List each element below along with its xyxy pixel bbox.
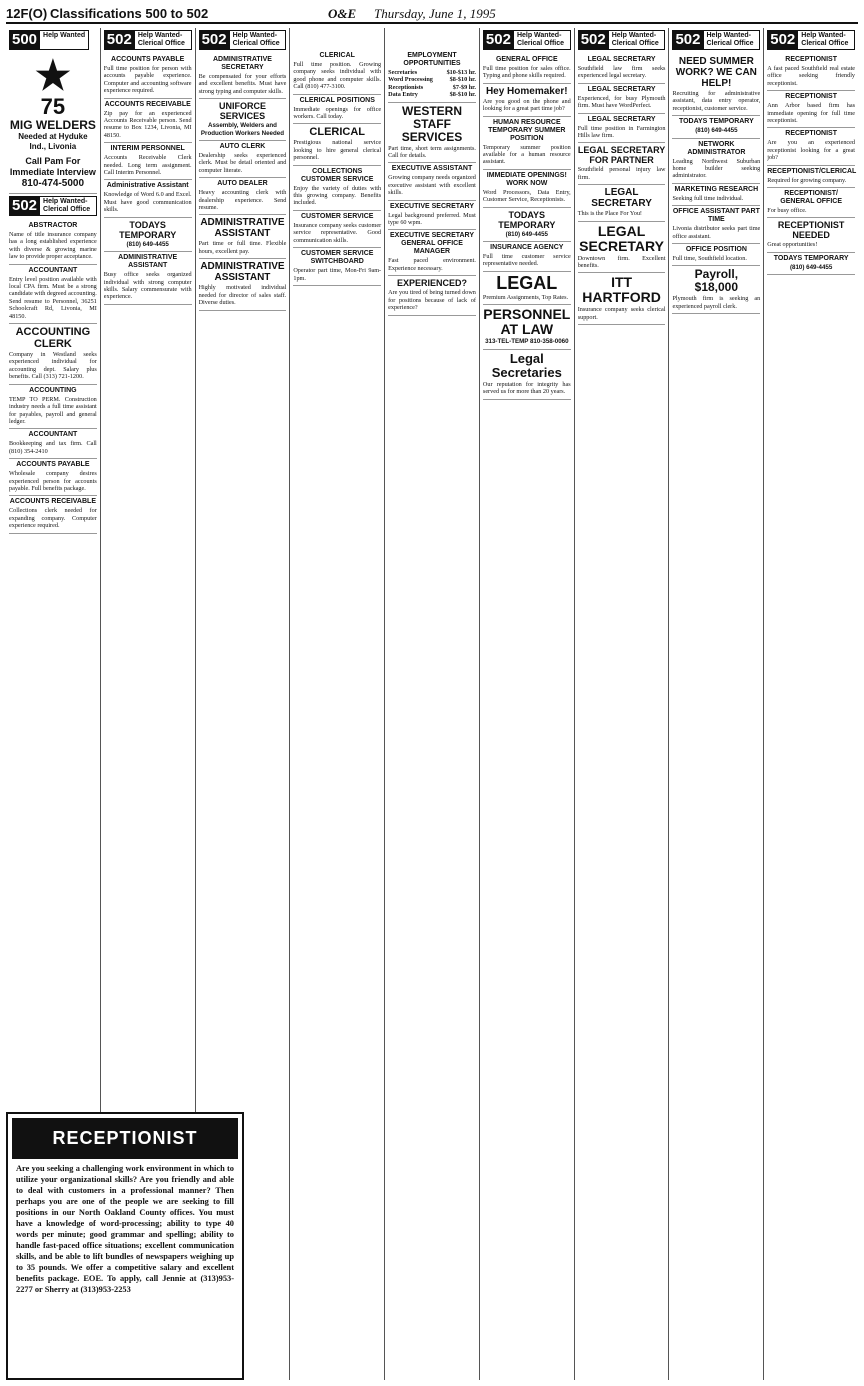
- ad: ACCOUNTANT Bookkeeping and tax firm. Call (810) 354-2410: [9, 429, 97, 459]
- ad: LEGAL SECRETARY FOR PARTNER Southfield personal injury law firm.: [578, 143, 666, 185]
- rate-row: Receptionists $7-$9 hr.: [388, 83, 476, 91]
- ad: NEED SUMMER WORK? WE CAN HELP! Recruiting for administrative assistant, data entry operator, receptionist, customer service.: [672, 54, 760, 116]
- ad: LEGAL SECRETARY Southfield law firm seeks experienced legal secretary.: [578, 54, 666, 84]
- ad: RECEPTIONIST Ann Arbor based firm has immediate opening for full time receptionist.: [767, 91, 855, 128]
- ad: Hey Homemaker! Are you good on the phone and looking for a great part time job?: [483, 84, 571, 117]
- ad: NETWORK ADMINISTRATOR Leading Northwest Suburban home builder seeking administrator.: [672, 139, 760, 184]
- header-rule: [6, 22, 858, 24]
- issue-date: Thursday, June 1, 1995: [374, 6, 496, 21]
- ad: LEGAL Premium Assignments, Top Rates.: [483, 272, 571, 305]
- rate-row: Data Entry $8-$10 hr.: [388, 91, 476, 99]
- column-9: [764, 28, 858, 1380]
- ad: INTERIM PERSONNEL Accounts Receivable Clerk needed. Long term assignment. Call Interim Personnel.: [104, 143, 192, 180]
- ad: LEGAL SECRETARY Downtown firm. Excellent benefits.: [578, 222, 666, 274]
- column-5: [385, 28, 480, 1380]
- section-header: 502 Help Wanted-Clerical Office: [578, 30, 666, 50]
- ad: AUTO DEALER Heavy accounting clerk with dealership experience. Send resume.: [199, 178, 287, 215]
- ad: CUSTOMER SERVICE SWITCHBOARD Operator part time, Mon-Fri 9am-1pm.: [293, 248, 381, 286]
- ad: RECEPTIONIST A fast paced Southfield real estate office seeking friendly receptionist.: [767, 54, 855, 91]
- section-header: 502 Help Wanted-Clerical Office: [767, 30, 855, 50]
- ad: EXECUTIVE SECRETARY Legal background preferred. Must type 60 wpm.: [388, 201, 476, 231]
- ad: ACCOUNTS PAYABLE Wholesale company desires experienced person for accounts payable. Full benefits package.: [9, 459, 97, 496]
- ad: RECEPTIONIST NEEDED Great opportunities!: [767, 218, 855, 252]
- ad: ACCOUNTS RECEIVABLE Collections clerk needed for expanding company. Computer experience required.: [9, 496, 97, 533]
- page-number: 12F(O): [6, 6, 48, 21]
- ad: UNIFORCE SERVICES Assembly, Welders and Production Workers Needed: [199, 99, 287, 141]
- ad: TODAYS TEMPORARY (810) 649-4455: [767, 253, 855, 275]
- ad: AUTO CLERK Dealership seeks experienced clerk. Must be detail oriented and computer literate.: [199, 141, 287, 178]
- ad: OFFICE POSITION Full time, Southfield location.: [672, 244, 760, 266]
- ad: Legal Secretaries Our reputation for integrity has served us for more than 20 years.: [483, 350, 571, 400]
- section-header: 502 Help Wanted-Clerical Office: [9, 196, 97, 216]
- ad: ADMINISTRATIVE ASSISTANT Part time or full time. Flexible hours, excellent pay.: [199, 215, 287, 259]
- column-7: [575, 28, 670, 1380]
- ad: EXECUTIVE SECRETARY GENERAL OFFICE MANAGER Fast paced environment. Experience necessary.: [388, 230, 476, 276]
- section-range: Classifications 500 to 502: [50, 6, 209, 21]
- ad: COLLECTIONS CUSTOMER SERVICE Enjoy the variety of duties with this growing company. Benefits included.: [293, 166, 381, 211]
- ad: LEGAL SECRETARY Experienced, for busy Plymouth firm. Must have WordPerfect.: [578, 84, 666, 114]
- ad: ACCOUNTING TEMP TO PERM. Construction industry needs a full time assistant for payables, payroll and general ledger.: [9, 385, 97, 430]
- ad: TODAYS TEMPORARY (810) 649-4455: [483, 208, 571, 242]
- ad: CUSTOMER SERVICE Insurance company seeks customer service representative. Good communication skills.: [293, 211, 381, 248]
- ad: OFFICE ASSISTANT PART TIME Livonia distributor seeks part time office assistant.: [672, 206, 760, 244]
- section-header: 502 Help Wanted-Clerical Office: [483, 30, 571, 50]
- ad: CLERICAL Prestigious national service looking to hire general clerical personnel.: [293, 124, 381, 165]
- section-header: 502 Help Wanted-Clerical Office: [104, 30, 192, 50]
- ad: Payroll, $18,000 Plymouth firm is seeking an experienced payroll clerk.: [672, 266, 760, 314]
- ad: LEGAL SECRETARY This is the Place For You!: [578, 185, 666, 221]
- ad: EMPLOYMENT OPPORTUNITIES Secretaries $10-$13 hr. Word Processing $8-$10 hr. Receptionists $7-$9 hr. Data Entry $8-$10 hr.: [388, 50, 476, 103]
- star-icon: ★: [34, 54, 71, 98]
- page-header: [6, 4, 858, 24]
- ad: ACCOUNTANT Entry level position available with local CPA firm. Must be a strong candidate with degreed accounting. Send resume to Personnel, 36251 Schoolcraft Rd, Livonia, MI 48150.: [9, 265, 97, 324]
- ad: ADMINISTRATIVE SECRETARY Be compensated for your efforts and excellent benefits. Must have strong typing and computer skills.: [199, 54, 287, 99]
- column-6: [480, 28, 575, 1380]
- ad: ABSTRACTOR Name of title insurance company has a long established experience with diverse & growing marine law to provide proper acceptance.: [9, 220, 97, 265]
- ad: MARKETING RESEARCH Seeking full time individual.: [672, 184, 760, 206]
- masthead: O&E: [328, 6, 357, 21]
- ad: GENERAL OFFICE Full time position for sales office. Typing and phone skills required.: [483, 54, 571, 84]
- ad: IMMEDIATE OPENINGS! WORK NOW Word Processors, Data Entry, Customer Service, Receptionists.: [483, 170, 571, 208]
- ad: CLERICAL Full time position. Growing company seeks individual with good phone and computer skills. Call (810) 477-3100.: [293, 50, 381, 95]
- section-header: 502 Help Wanted-Clerical Office: [672, 30, 760, 50]
- ad: PERSONNEL AT LAW 313-TEL-TEMP 810-358-0060: [483, 305, 571, 349]
- ad: ACCOUNTS RECEIVABLE Zip pay for an experienced Accounts Receivable person. Send resume to Box 1234, Livonia, MI 48150.: [104, 99, 192, 144]
- ad: RECEPTIONIST/ GENERAL OFFICE For busy office.: [767, 188, 855, 218]
- ad: RECEPTIONIST Are you an experienced receptionist looking for a great job?: [767, 128, 855, 165]
- ad: EXECUTIVE ASSISTANT Growing company needs organized executive assistant with excellent skills.: [388, 163, 476, 200]
- section-header: 500 Help Wanted: [9, 30, 97, 50]
- ad: LEGAL SECRETARY Full time position in Farmington Hills law firm.: [578, 114, 666, 144]
- ad: ACCOUNTING CLERK Company in Westland seeks experienced individual for accounting dept. Salary plus benefits. Call (313) 721-1200.: [9, 324, 97, 385]
- column-8: [669, 28, 764, 1380]
- ad: RECEPTIONIST/CLERICAL Required for growing company.: [767, 166, 855, 188]
- ad: ACCOUNTS PAYABLE Full time position for person with accounts payable experience. Computer and accounting software experience required.: [104, 54, 192, 99]
- receptionist-banner: RECEPTIONIST: [12, 1118, 238, 1159]
- rate-row: Secretaries $10-$13 hr.: [388, 69, 476, 76]
- ad: TODAYS TEMPORARY (810) 649-4455: [672, 116, 760, 138]
- ad: ADMINISTRATIVE ASSISTANT Busy office seeks organized individual with strong computer skills. Salary commensurate with experience.: [104, 252, 192, 305]
- receptionist-display-ad: [6, 1112, 244, 1380]
- ad: WESTERN STAFF SERVICES Part time, short term assignments. Call for details.: [388, 103, 476, 164]
- ad: INSURANCE AGENCY Full time customer service representative needed.: [483, 242, 571, 272]
- section-header: 502 Help Wanted-Clerical Office: [199, 30, 287, 50]
- receptionist-ad-body: Are you seeking a challenging work environment in which to utilize your organizational skills? Are you friendly and able to deal with customers in a professional manner? Then perhaps you are one of the people we are seeking to fill positions in our North Oakland County offices. You must have a knowledge of word-processing; ability to type 40 words per minute; good grammar and spelling; ability to handle fast-paced office situations; excellent communication skills, and be able to lift bundles of newspapers weighing up to 35 pounds. We offer a competitive salary and excellent benefits package. EOE. To apply, call Jennie at (313)953-2277 or Sherry at (313)953-2253: [16, 1164, 234, 1294]
- mig-welders-ad: ★ 75 MIG WELDERS Needed at Hyduke Ind., Livonia Call Pam For Immediate Interview 810-474-5000: [9, 54, 97, 194]
- column-4: [290, 28, 385, 1380]
- ad: ADMINISTRATIVE ASSISTANT Highly motivated individual needed for director of sales staff. Diverse duties.: [199, 259, 287, 310]
- ad: TODAYS TEMPORARY (810) 649-4455: [104, 218, 192, 252]
- ad: HUMAN RESOURCE TEMPORARY SUMMER POSITION Temporary summer position available for a human resource assistant.: [483, 117, 571, 170]
- rate-row: Word Processing $8-$10 hr.: [388, 76, 476, 84]
- ad: CLERICAL POSITIONS Immediate openings for office workers. Call today.: [293, 95, 381, 125]
- ad: EXPERIENCED? Are you tired of being turned down for positions because of lack of experience?: [388, 276, 476, 315]
- ad: ITT HARTFORD Insurance company seeks clerical support.: [578, 273, 666, 325]
- ad: Administrative Assistant Knowledge of Word 6.0 and Excel. Must have good communication skills.: [104, 180, 192, 217]
